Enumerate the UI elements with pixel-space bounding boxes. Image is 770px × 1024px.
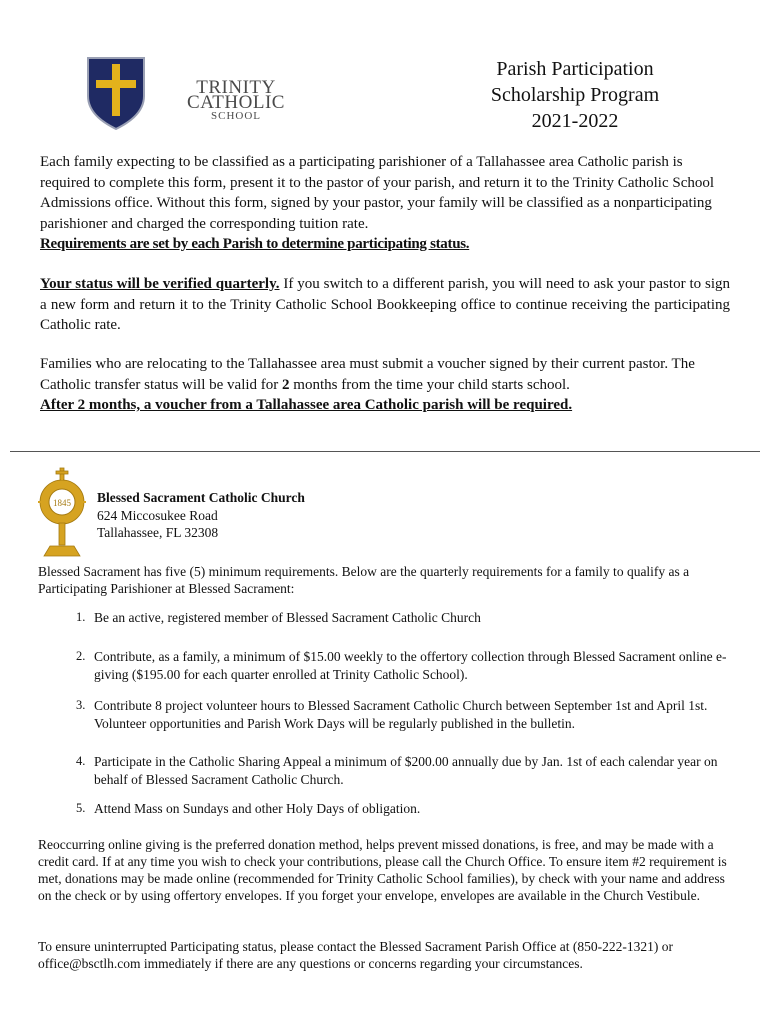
status-emphasis: Your status will be verified quarterly. xyxy=(40,276,280,292)
status-paragraph xyxy=(40,274,730,336)
page-title-line-3: 2021-2022 xyxy=(531,110,619,132)
requirement-text: Contribute, as a family, a minimum of $15.00 weekly to the offertory collection through Blessed Sacrament online e-giving ($195.00 for each quarter enrolled at Trinity Catholic School). xyxy=(94,649,727,682)
requirements-intro: Blessed Sacrament has five (5) minimum requirements. Below are the quarterly requirements for a family to qualify as a Participating Parishioner at Blessed Sacrament: xyxy=(38,564,690,596)
families-emphasis: After 2 months, a voucher from a Tallahassee area Catholic parish will be required. xyxy=(40,397,573,413)
page-title-line-1: Parish Participation xyxy=(496,58,654,80)
intro-paragraph xyxy=(40,152,730,255)
requirement-item xyxy=(76,609,748,627)
monstrance-year: 1845 xyxy=(53,498,71,508)
families-text-after: months from the time your child starts school. xyxy=(289,376,570,393)
families-text-before: Families who are relocating to the Tallahassee area must submit a voucher signed by their current pastor. The Catholic transfer status will be valid for xyxy=(40,356,695,393)
requirement-item xyxy=(76,697,748,732)
requirement-text: Be an active, registered member of Blessed Sacrament Catholic Church xyxy=(94,610,481,625)
requirement-number: 1. xyxy=(76,610,86,624)
status-text: If you switch to a different parish, you will need to ask your pastor to sign a new form and return it to the Trinity Catholic School Bookkeeping office to continue receiving the participating Catholic rate. xyxy=(40,276,730,333)
requirement-item xyxy=(76,753,748,788)
contact-paragraph: To ensure uninterrupted Participating status, please contact the Blessed Sacrament Parish Office at (850-222-1321) or office@bsctlh.com immediately if there are any questions or concerns regarding your circumstances. xyxy=(38,939,673,971)
families-months: 2 xyxy=(282,376,290,393)
requirement-number: 4. xyxy=(76,754,86,768)
families-paragraph xyxy=(40,354,730,416)
requirement-number: 3. xyxy=(76,698,86,712)
page-title-line-2: Scholarship Program xyxy=(490,84,660,106)
intro-text: Each family expecting to be classified as a participating parishioner of a Tallahassee area Catholic parish is required to complete this form, present it to the pastor of your parish, and return it to the Trinity Catholic School Admissions office. Without this form, signed by your pastor, your family will be classified as a nonparticipating parishioner and charged the corresponding tuition rate. xyxy=(40,154,715,232)
church-address-line-2: Tallahassee, FL 32308 xyxy=(97,525,219,540)
requirement-item xyxy=(76,648,748,683)
logo-wordmark-trinity: TRINITY xyxy=(196,77,276,98)
requirement-text: Participate in the Catholic Sharing Appeal a minimum of $200.00 annually due by Jan. 1st of each calendar year on behalf of Blessed Sacrament Catholic Church. xyxy=(94,754,718,787)
requirements-note: Requirements are set by each Parish to determine participating status. xyxy=(40,236,470,252)
logo-wordmark-catholic: CATHOLIC xyxy=(187,92,285,113)
giving-paragraph: Reoccurring online giving is the preferred donation method, helps prevent missed donations, is free, and may be made with a credit card. If at any time you wish to check your contributions, please call the Church Office. To ensure item #2 requirement is met, donations may be made online (recommended for Trinity Catholic School families), by check with your name and address on the check or by using offertory envelopes. If you forget your envelope, envelopes are available in the Church Vestibule. xyxy=(38,837,727,903)
monstrance-icon xyxy=(34,466,90,560)
requirement-number: 5. xyxy=(76,801,86,815)
logo-wordmark-school: SCHOOL xyxy=(210,110,261,122)
requirement-text: Attend Mass on Sundays and other Holy Days of obligation. xyxy=(94,801,421,816)
section-divider xyxy=(10,451,760,452)
requirement-text: Contribute 8 project volunteer hours to Blessed Sacrament Catholic Church between September 1st and April 1st. Volunteer opportunities and Parish Work Days will be regularly published in the bulletin. xyxy=(94,698,708,731)
church-address-line-1: 624 Miccosukee Road xyxy=(97,508,218,523)
requirement-number: 2. xyxy=(76,649,86,663)
school-shield-icon xyxy=(86,56,146,130)
requirement-item xyxy=(76,800,748,818)
church-name: Blessed Sacrament Catholic Church xyxy=(97,490,305,505)
